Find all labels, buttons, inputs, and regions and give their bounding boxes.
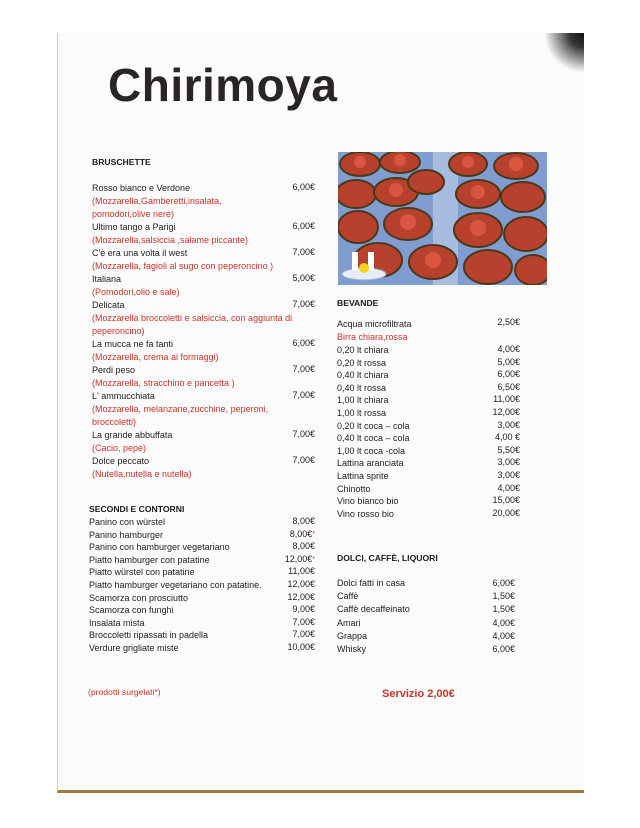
item-name: Verdure grigliate miste xyxy=(89,643,179,653)
item-description: (Mozzarella,salsiccia ,salame piccante) xyxy=(92,235,249,245)
price-value: 8,00€ xyxy=(292,516,315,526)
frozen-marker: * xyxy=(312,555,315,563)
item-description: (Mozzarella, crema ai formaggi) xyxy=(92,352,219,362)
frozen-products-note: (prodotti surgelati*) xyxy=(88,687,161,697)
item-name: Acqua microfiltrata xyxy=(337,319,412,329)
item-description: (Mozzarella,Gamberetti,insalata, xyxy=(92,196,222,206)
item-price: 6,00€ xyxy=(497,369,520,380)
item-price: 15,00€ xyxy=(492,495,520,506)
price-value: 8,00€ xyxy=(292,541,315,552)
item-price: 7,00€ xyxy=(292,364,315,374)
item-price: 7,00€ xyxy=(292,390,315,400)
item-price xyxy=(255,578,315,591)
price-value: 10,00€ xyxy=(287,642,315,652)
item-name: Vino bianco bio xyxy=(337,496,399,507)
item-name: Broccoletti ripassati in padella xyxy=(89,630,209,641)
item-name: Piatto hamburger vegetariano con patatine. xyxy=(89,580,262,590)
item-price: 4,00€ xyxy=(497,482,520,493)
price-value: 12,00€ xyxy=(287,591,315,602)
item-name: 0,40 lt coca – cola xyxy=(337,433,410,444)
item-price: 6,00€ xyxy=(292,221,315,231)
item-price xyxy=(255,515,315,528)
item-name: C'è era una volta il west xyxy=(92,248,188,258)
item-price xyxy=(255,540,315,553)
item-price xyxy=(255,628,315,641)
item-name: 1,00 lt rossa xyxy=(337,408,387,418)
item-price: 4,00€ xyxy=(492,630,515,641)
bruschetta-photo xyxy=(338,152,547,285)
item-name: La grande abbuffata xyxy=(92,430,173,440)
bruschetta-image-icon xyxy=(338,152,547,285)
item-name: 0,20 lt coca – cola xyxy=(337,420,410,431)
section-heading-bevande: BEVANDE xyxy=(337,298,379,308)
page-corner-shadow xyxy=(544,33,584,73)
item-description: peperoncino) xyxy=(92,326,145,336)
item-description: (Pomodori,olio e sale) xyxy=(92,287,180,297)
item-price: 3,00€ xyxy=(497,457,520,468)
item-name: Lattina aranciata xyxy=(337,458,404,469)
item-price: 6,00€ xyxy=(292,338,315,348)
item-price: 4,00€ xyxy=(497,344,520,354)
item-price: 6,00€ xyxy=(492,644,515,654)
item-price: 20,00€ xyxy=(492,507,520,518)
item-name: Lattina sprite xyxy=(337,471,389,481)
item-name: Panino hamburger xyxy=(89,529,164,540)
item-price: 3,00€ xyxy=(497,419,520,430)
menu-item-water xyxy=(337,318,412,331)
price-value: 12,00€ xyxy=(284,553,313,564)
item-description: broccoletti) xyxy=(92,417,137,427)
item-price: 4,00 € xyxy=(494,432,520,443)
item-price: 6,00€ xyxy=(292,182,315,192)
section-heading-bruschette: BRUSCHETTE xyxy=(92,157,151,167)
item-price: 7,00€ xyxy=(292,247,315,257)
item-price: 5,00€ xyxy=(497,356,520,367)
item-price: 6,00€ xyxy=(492,578,515,588)
item-name: 1,00 lt chiara xyxy=(337,395,389,406)
item-name: Caffè decaffeinato xyxy=(337,604,410,615)
item-price xyxy=(255,553,315,566)
price-value: 11,00€ xyxy=(288,566,315,577)
item-name: 0,20 lt chiara xyxy=(337,345,389,355)
item-name: Ultimo tango a Parigi xyxy=(92,222,176,232)
item-price xyxy=(255,528,315,541)
item-name: La mucca ne fa tanti xyxy=(92,339,174,349)
item-name: Scamorza con prosciutto xyxy=(89,592,189,603)
item-name: Italiana xyxy=(92,274,122,284)
item-price: 3,00€ xyxy=(497,470,520,480)
item-name: Rosso bianco e Verdone xyxy=(92,183,191,193)
item-name: Scamorza con funghi xyxy=(89,605,174,616)
item-price: 4,00€ xyxy=(492,617,515,628)
item-description: pomodori,olive nere) xyxy=(92,209,175,219)
item-description: (Cacio, pepe) xyxy=(92,443,147,453)
item-name: Delicata xyxy=(92,300,125,310)
item-name: Dolce peccato xyxy=(92,456,150,466)
price-value: 8,00€ xyxy=(289,528,313,539)
item-price xyxy=(255,603,315,616)
beer-subheading: Birra chiara,rossa xyxy=(337,332,408,342)
item-price: 1,50€ xyxy=(492,591,515,602)
item-price: 5,00€ xyxy=(292,273,315,283)
item-description: (Mozzarella broccoletti e salsiccia, con aggiunta di xyxy=(92,313,293,323)
item-name: Chinotto xyxy=(337,483,371,494)
item-name: Panino con hamburger vegetariano xyxy=(89,542,230,553)
item-price: 12,00€ xyxy=(492,407,520,417)
item-price: 7,00€ xyxy=(292,455,315,465)
item-price: 1,50€ xyxy=(492,604,515,615)
item-name: Vino rosso bio xyxy=(337,508,394,519)
item-price: 5,50€ xyxy=(497,444,520,455)
price-value: 9,00€ xyxy=(292,604,315,615)
item-name: Grappa xyxy=(337,630,368,641)
item-description: (Mozzarella, melanzane,zucchine, peperoni, xyxy=(92,404,269,414)
section-heading-secondi: SECONDI E CONTORNI xyxy=(89,504,185,514)
item-price: 7,00€ xyxy=(292,429,315,439)
item-name: Piatto hamburger con patatine xyxy=(89,554,210,565)
item-name: Dolci fatti in casa xyxy=(337,578,406,588)
item-name: Panino con würstel xyxy=(89,517,166,527)
frozen-marker: * xyxy=(312,530,315,538)
price-value: 7,00€ xyxy=(292,629,315,640)
item-name: Whisky xyxy=(337,644,366,654)
restaurant-title: Chirimoya xyxy=(108,59,338,111)
item-name: 1,00 lt coca -cola xyxy=(337,445,406,456)
item-name: Perdi peso xyxy=(92,365,136,375)
item-name: Insalata mista xyxy=(89,617,145,628)
section-heading-dolci: DOLCI, CAFFÈ, LIQUORI xyxy=(337,553,438,563)
item-price: 11,00€ xyxy=(493,394,520,405)
service-charge: Servizio 2,00€ xyxy=(382,688,455,700)
item-price xyxy=(255,616,315,629)
price-value: 7,00€ xyxy=(292,616,315,627)
item-price: 6,50€ xyxy=(497,381,520,392)
item-description: (Mozzarella, stracchino e pancetta ) xyxy=(92,378,235,388)
item-price xyxy=(255,591,315,604)
item-name: 0,20 lt rossa xyxy=(337,357,387,368)
item-name: L' ammucchiata xyxy=(92,391,155,401)
item-name: Caffè xyxy=(337,591,359,602)
item-price: 7,00€ xyxy=(292,299,315,309)
item-name: Piatto würstel con patatine xyxy=(89,567,195,578)
item-price: 2,50€ xyxy=(497,317,520,327)
item-price xyxy=(255,641,315,654)
item-name: Amari xyxy=(337,617,361,628)
price-value: 12,00€ xyxy=(287,579,315,589)
item-description: (Nutella,nutella e nutella) xyxy=(92,469,192,479)
item-description: (Mozzarella, fagioli al sugo con peperoncino ) xyxy=(92,261,274,271)
item-price xyxy=(255,565,315,578)
item-name: 0,40 lt rossa xyxy=(337,382,387,393)
item-name: 0,40 lt chiara xyxy=(337,370,389,381)
